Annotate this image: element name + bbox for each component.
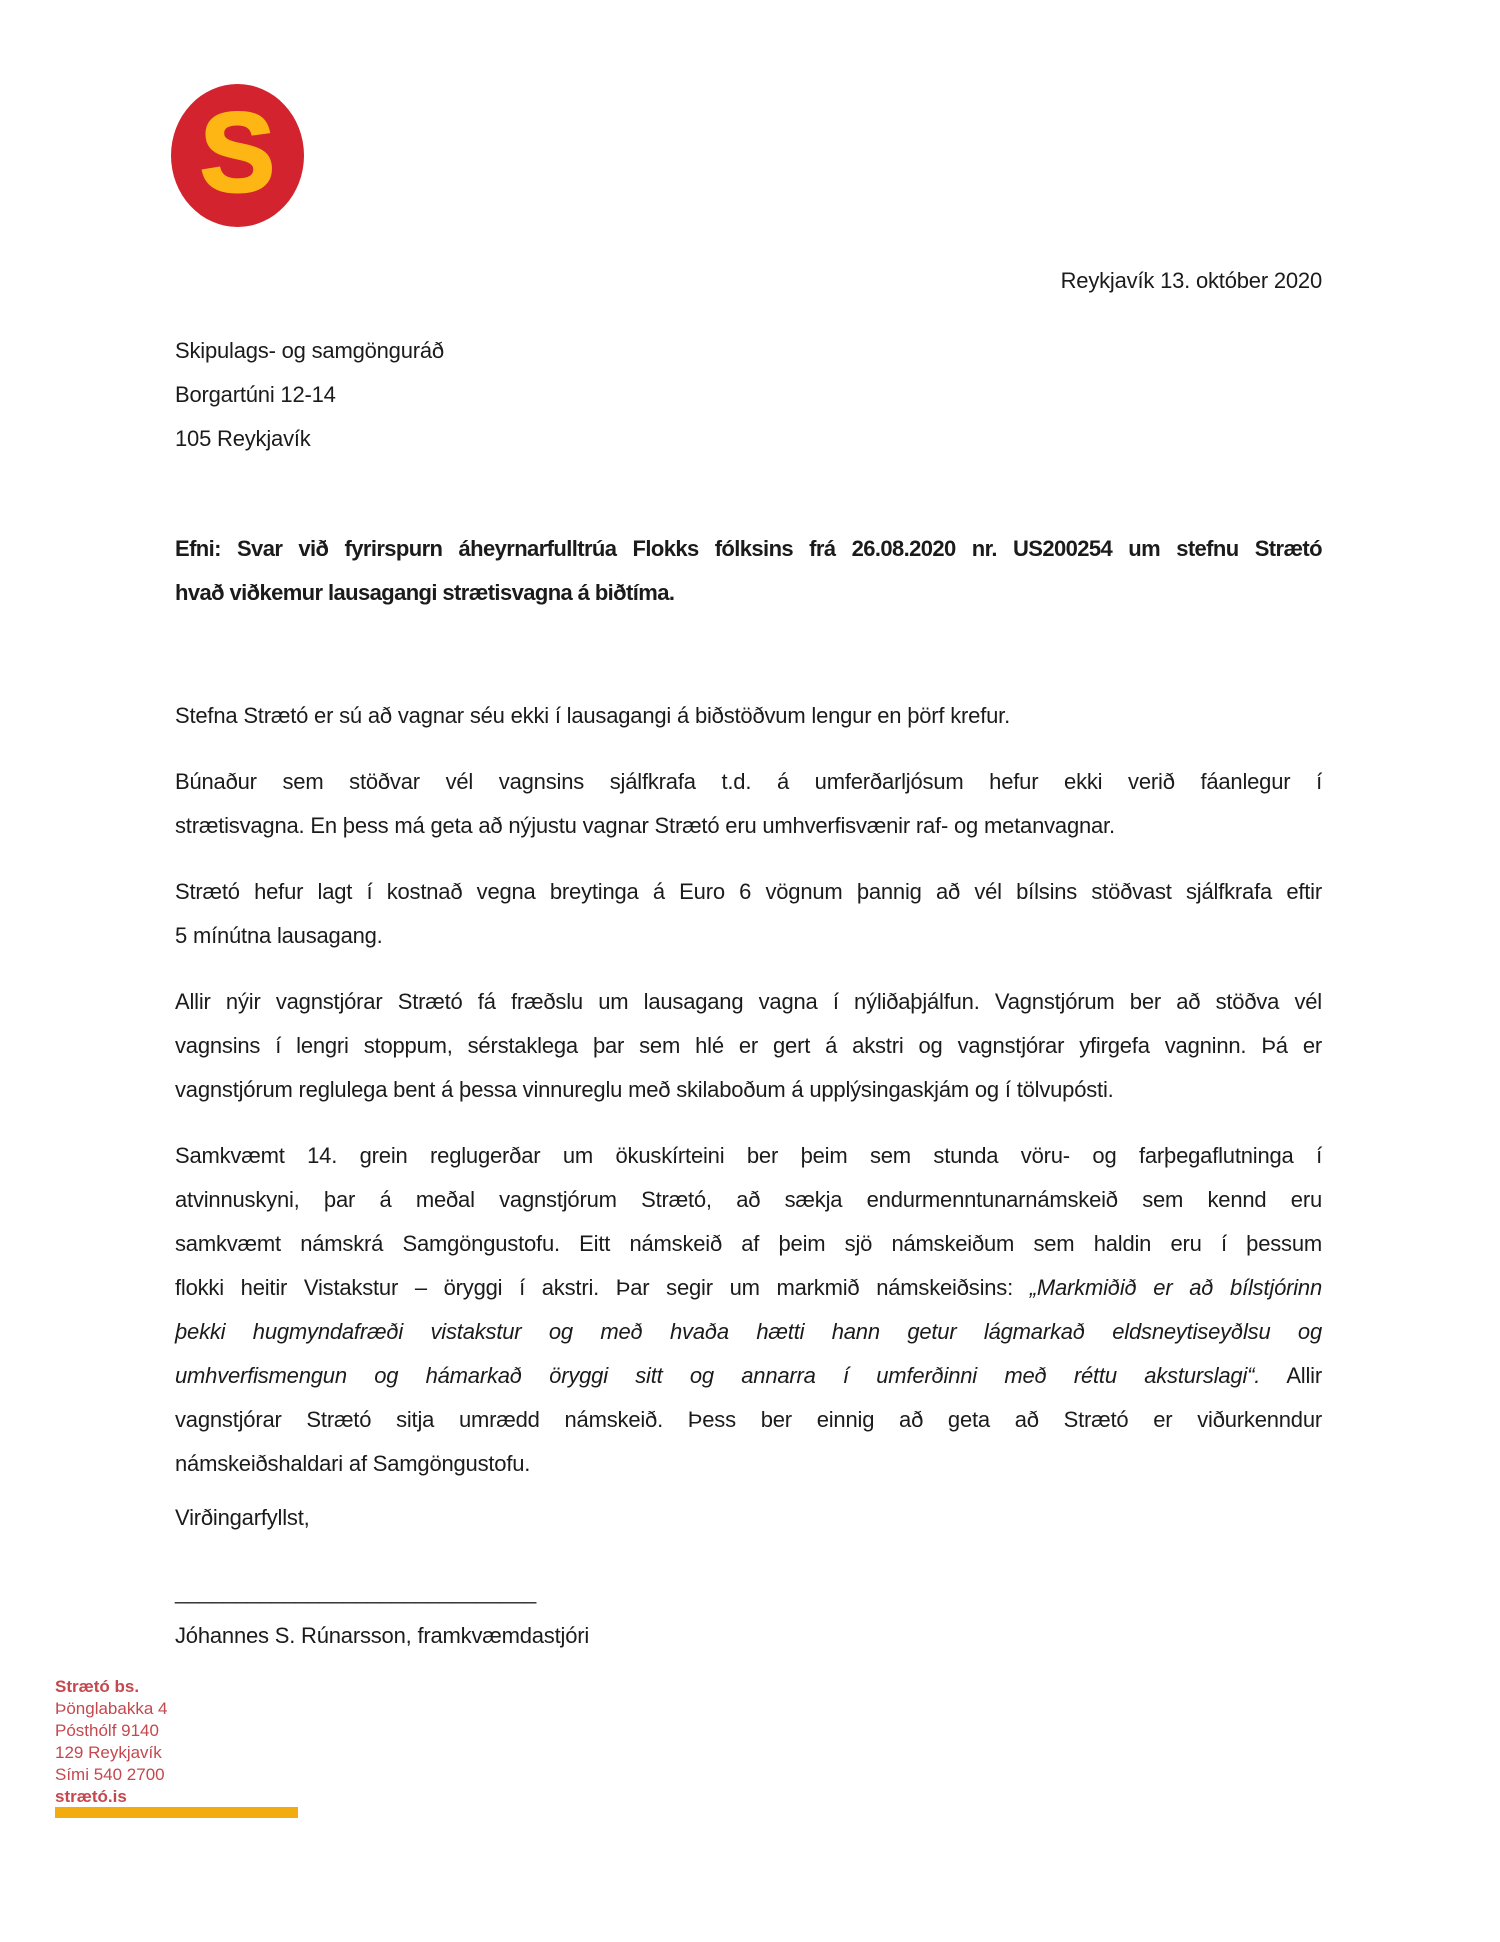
date-line: Reykjavík 13. október 2020 [1060, 268, 1322, 293]
footer-city: 129 Reykjavík [55, 1743, 162, 1762]
paragraph-line: vagnsins í lengri stoppum, sérstaklega þar sem hlé er gert á akstri og vagnstjórar yfirgefa vagninn. Þá er [175, 1033, 1322, 1058]
subject-line [175, 527, 1322, 615]
paragraph-line: Samkvæmt 14. grein reglugerðar um ökuskírteini ber þeim sem stunda vöru- og farþegaflutninga í [175, 1143, 1322, 1168]
footer-pobox: Pósthólf 9140 [55, 1721, 159, 1740]
paragraph-line: Allir nýir vagnstjórar Strætó fá fræðslu um lausagang vagna í nýliðaþjálfun. Vagnstjórum ber að stöðva vél [175, 989, 1322, 1014]
footer-phone: Sími 540 2700 [55, 1765, 165, 1784]
footer-website: strætó.is [55, 1787, 127, 1806]
paragraph-line: vagnstjórum reglulega bent á þessa vinnureglu með skilaboðum á upplýsingaskjám og í tölvupósti. [175, 1077, 1114, 1102]
paragraph-line: Strætó hefur lagt í kostnað vegna breytinga á Euro 6 vögnum þannig að vél bílsins stöðvast sjálfkrafa eftir [175, 879, 1322, 904]
paragraph-line: umhverfismengun og hámarkað öryggi sitt og annarra í umferðinni með réttu aksturslagi“. Allir [175, 1363, 1322, 1388]
paragraph-line: vagnstjórar Strætó sitja umrædd námskeið. Þess ber einnig að geta að Strætó er viðurkenndur [175, 1407, 1322, 1432]
closing-phrase: Virðingarfyllst, [175, 1505, 310, 1530]
subject-line-2: hvað viðkemur lausagangi strætisvagna á biðtíma. [175, 580, 675, 605]
signature-area [175, 1496, 1322, 1658]
paragraph-line: þekki hugmyndafræði vistakstur og með hvaða hætti hann getur lágmarkað eldsneytiseyðlsu og [175, 1319, 1322, 1344]
signature-rule: ______________________________ [175, 1579, 537, 1604]
body-paragraph [175, 760, 1322, 848]
footer-company-name: Strætó bs. [55, 1677, 140, 1696]
paragraph-line: Búnaður sem stöðvar vél vagnsins sjálfkrafa t.d. á umferðarljósum hefur ekki verið fáanlegur í [175, 769, 1322, 794]
paragraph-line: 5 mínútna lausagang. [175, 923, 383, 948]
body-paragraph [175, 870, 1322, 958]
paragraph-line: Stefna Strætó er sú að vagnar séu ekki í lausagangi á biðstöðvum lengur en þörf krefur. [175, 703, 1010, 728]
footer-street: Þönglabakka 4 [55, 1699, 168, 1718]
paragraph-line: samkvæmt námskrá Samgöngustofu. Eitt námskeið af þeim sjö námskeiðum sem haldin eru í þessum [175, 1231, 1322, 1256]
body-paragraph [175, 980, 1322, 1112]
paragraph-line: atvinnuskyni, þar á meðal vagnstjórum Strætó, að sækja endurmenntunarnámskeið sem kennd eru [175, 1187, 1322, 1212]
signer-name-title: Jóhannes S. Rúnarsson, framkvæmdastjóri [175, 1623, 590, 1648]
recipient-name: Skipulags- og samgönguráð [175, 338, 444, 363]
subject-line-1: Efni: Svar við fyrirspurn áheyrnarfulltrúa Flokks fólksins frá 26.08.2020 nr. US200254 um stefnu Strætó [175, 536, 1322, 561]
straeto-logo-icon [171, 84, 304, 227]
paragraph-line: námskeiðshaldari af Samgöngustofu. [175, 1451, 531, 1476]
body-paragraphs [175, 694, 1322, 1486]
recipient-address [175, 329, 1322, 461]
footer-accent-bar [55, 1807, 298, 1818]
paragraph-line: strætisvagna. En þess má geta að nýjustu vagnar Strætó eru umhverfisvænir raf- og metanvagnar. [175, 813, 1115, 838]
body-paragraph [175, 694, 1322, 738]
recipient-street: Borgartúni 12-14 [175, 382, 336, 407]
body-paragraph [175, 1134, 1322, 1486]
paragraph-line: flokki heitir Vistakstur – öryggi í akstri. Þar segir um markmið námskeiðsins: „Markmiðið er að bílstjórinn [175, 1275, 1322, 1300]
recipient-city: 105 Reykjavík [175, 426, 311, 451]
footer-company-info [55, 1676, 167, 1808]
logo-s-letter: S [200, 89, 275, 215]
